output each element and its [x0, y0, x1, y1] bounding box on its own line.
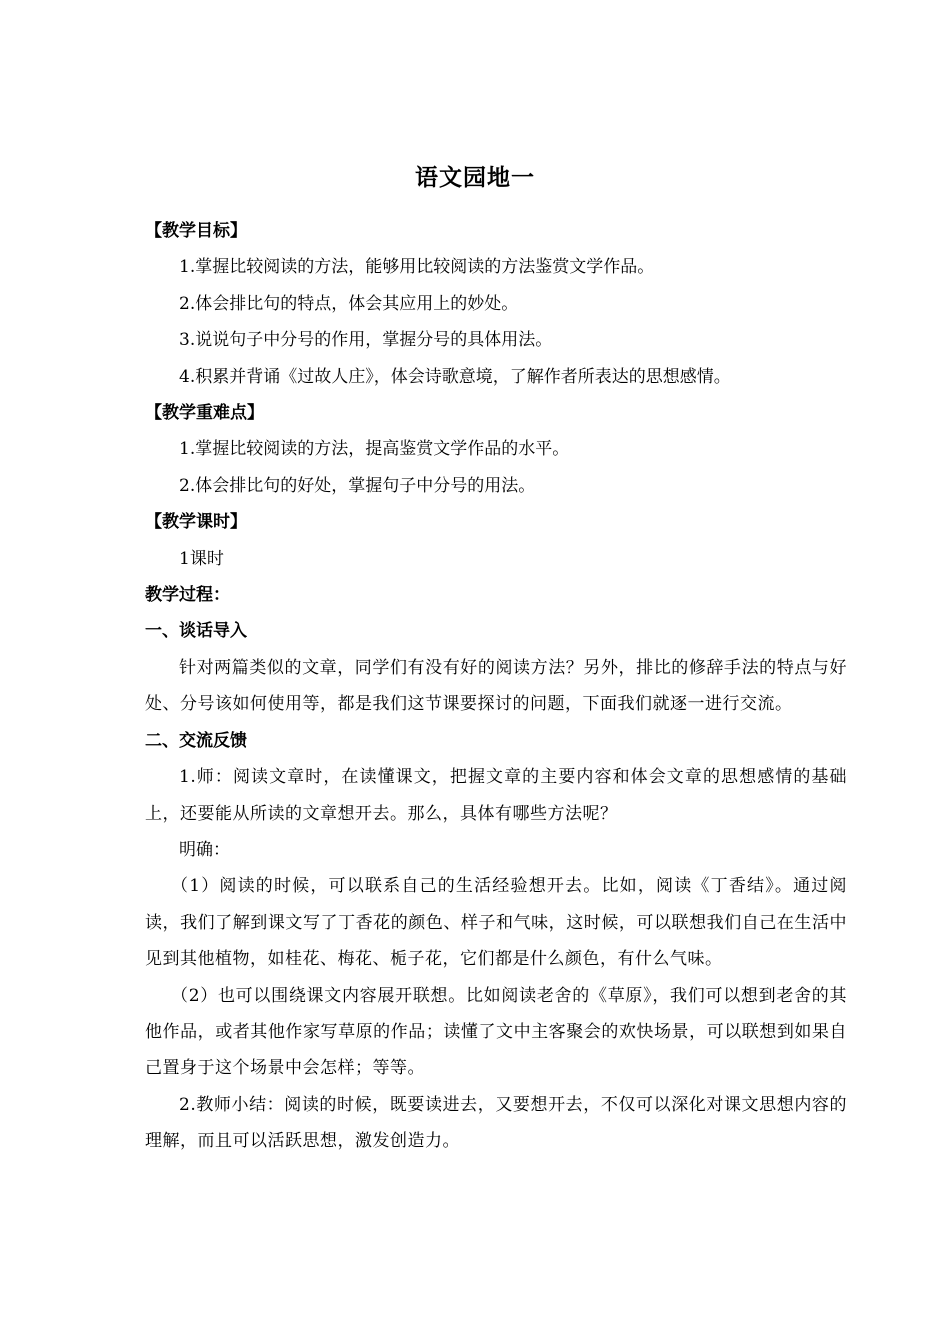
hours-value: 1课时: [179, 548, 224, 569]
key-point-item: 1.掌握比较阅读的方法，提高鉴赏文学作品的水平。: [179, 439, 570, 460]
part1-paragraph: 针对两篇类似的文章，同学们有没有好的阅读方法？另外，排比的修辞手法的特点与好处、分号该如何使用等，都是我们这节课要探讨的问题，下面我们就逐一进行交流。: [145, 657, 847, 715]
key-points-heading: 【教学重难点】: [145, 403, 264, 424]
part2-paragraph-3: （2）也可以围绕课文内容展开联想。比如阅读老舍的《草原》，我们可以想到老舍的其他作品，或者其他作家写草原的作品；读懂了文中主客聚会的欢快场景，可以联想到如果自己置身于这个场景中会怎样；等等。: [145, 985, 847, 1079]
goals-heading: 【教学目标】: [145, 221, 247, 241]
key-point-item: 2.体会排比句的好处，掌握句子中分号的用法。: [179, 475, 536, 496]
clarify-label: 明确：: [179, 839, 230, 860]
goal-item: 1.掌握比较阅读的方法，能够用比较阅读的方法鉴赏文学作品。: [179, 257, 655, 278]
part1-heading: 一、谈话导入: [145, 621, 247, 642]
goal-item: 4.积累并背诵《过故人庄》，体会诗歌意境，了解作者所表达的思想感情。: [179, 366, 731, 387]
goal-item: 3.说说句子中分号的作用，掌握分号的具体用法。: [179, 330, 553, 351]
page-title: 语文园地一: [415, 165, 535, 191]
part2-paragraph-4: 2.教师小结：阅读的时候，既要读进去，又要想开去，不仅可以深化对课文思想内容的理解，而且可以活跃思想，激发创造力。: [145, 1094, 847, 1152]
part2-paragraph-1: 1.师：阅读文章时，在读懂课文，把握文章的主要内容和体会文章的思想感情的基础上，还要能从所读的文章想开去。那么，具体有哪些方法呢？: [145, 767, 847, 824]
process-heading: 教学过程：: [145, 585, 230, 606]
part2-paragraph-2: （1）阅读的时候，可以联系自己的生活经验想开去。比如，阅读《丁香结》。通过阅读，我们了解到课文写了丁香花的颜色、样子和气味，这时候，可以联想我们自己在生活中见到其他植物，如桂花、梅花、栀子花，它们都是什么颜色，有什么气味。: [145, 876, 847, 970]
document-body: [145, 213, 847, 1160]
part2-heading: 二、交流反馈: [145, 730, 247, 751]
hours-heading: 【教学课时】: [145, 512, 247, 533]
goal-item: 2.体会排比句的特点，体会其应用上的妙处。: [179, 293, 519, 314]
